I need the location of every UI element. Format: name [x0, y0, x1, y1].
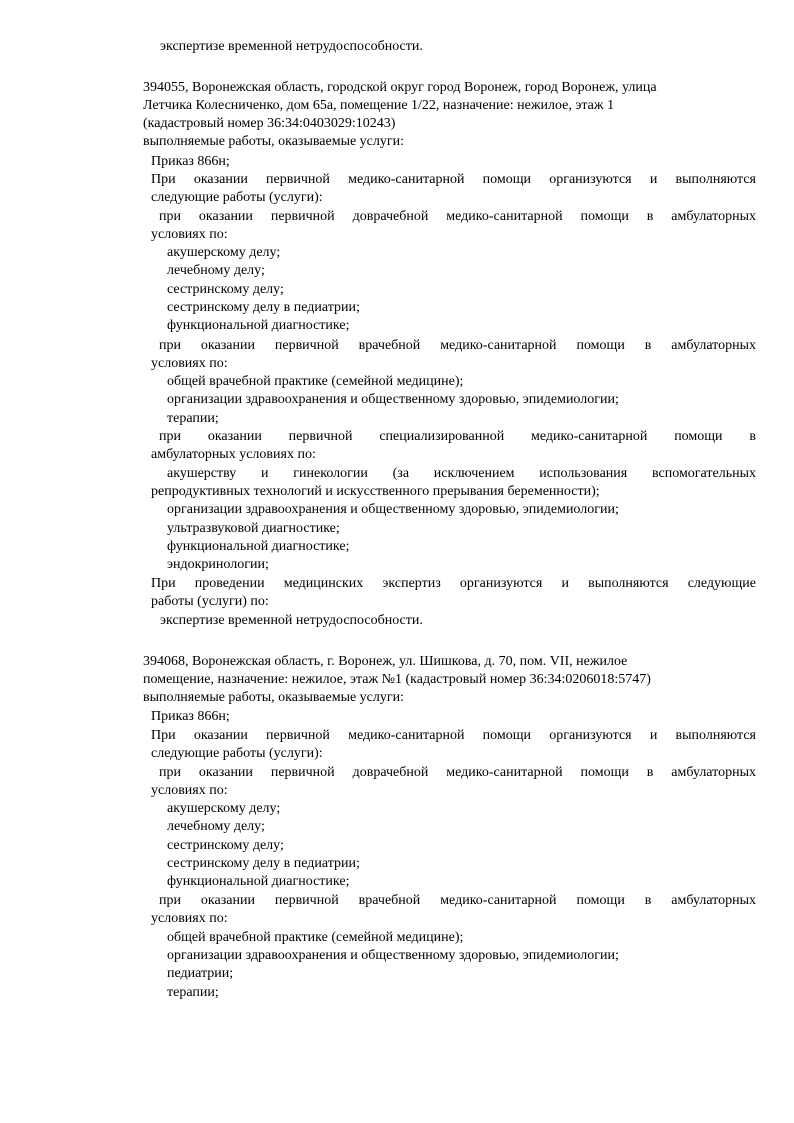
paragraph-line: При оказании первичной медико-санитарной помощи организуются и выполняются	[151, 728, 756, 743]
paragraph-line: условиях по:	[151, 356, 228, 371]
order-ref: Приказ 866н;	[151, 709, 230, 724]
address-line: помещение, назначение: нежилое, этаж №1 (кадастровый номер 36:34:0206018:5747)	[143, 672, 651, 687]
paragraph-line: при оказании первичной врачебной медико-санитарной помощи в амбулаторных	[159, 893, 756, 908]
paragraph-line: следующие работы (услуги):	[151, 190, 323, 205]
paragraph-line: при оказании первичной доврачебной медико-санитарной помощи в амбулаторных	[159, 765, 756, 780]
paragraph-line: условиях по:	[151, 911, 228, 926]
works-heading: выполняемые работы, оказываемые услуги:	[143, 134, 405, 149]
list-item: лечебному делу;	[167, 819, 265, 834]
order-ref: Приказ 866н;	[151, 154, 230, 169]
list-item: терапии;	[167, 411, 219, 426]
list-item: репродуктивных технологий и искусственного прерывания беременности);	[151, 484, 600, 499]
list-item: ультразвуковой диагностике;	[167, 521, 340, 536]
paragraph-line: при оказании первичной доврачебной медико-санитарной помощи в амбулаторных	[159, 209, 756, 224]
list-item: педиатрии;	[167, 966, 234, 981]
address-line: Летчика Колесниченко, дом 65а, помещение 1/22, назначение: нежилое, этаж 1	[143, 98, 615, 113]
list-item: общей врачебной практике (семейной медицине);	[167, 930, 464, 945]
list-item: эндокринологии;	[167, 557, 269, 572]
list-item: организации здравоохранения и общественному здоровью, эпидемиологии;	[167, 392, 619, 407]
paragraph-line: следующие работы (услуги):	[151, 746, 323, 761]
list-item: акушерскому делу;	[167, 245, 281, 260]
list-item: экспертизе временной нетрудоспособности.	[160, 613, 423, 628]
paragraph-line: условиях по:	[151, 783, 228, 798]
list-item: сестринскому делу;	[167, 282, 284, 297]
paragraph-line: работы (услуги) по:	[151, 594, 269, 609]
list-item: сестринскому делу в педиатрии;	[167, 300, 360, 315]
list-item: функциональной диагностике;	[167, 318, 350, 333]
paragraph-line: при оказании первичной врачебной медико-санитарной помощи в амбулаторных	[159, 338, 756, 353]
list-item: акушерству и гинекологии (за исключением использования вспомогательных	[167, 466, 756, 481]
works-heading: выполняемые работы, оказываемые услуги:	[143, 690, 405, 705]
paragraph-line: амбулаторных условиях по:	[151, 447, 316, 462]
list-item: сестринскому делу;	[167, 838, 284, 853]
list-item: лечебному делу;	[167, 263, 265, 278]
list-item: акушерскому делу;	[167, 801, 281, 816]
continuation-line: экспертизе временной нетрудоспособности.	[160, 39, 423, 54]
list-item: сестринскому делу в педиатрии;	[167, 856, 360, 871]
list-item: организации здравоохранения и общественному здоровью, эпидемиологии;	[167, 948, 619, 963]
list-item: функциональной диагностике;	[167, 874, 350, 889]
list-item: терапии;	[167, 985, 219, 1000]
list-item: функциональной диагностике;	[167, 539, 350, 554]
list-item: организации здравоохранения и общественному здоровью, эпидемиологии;	[167, 502, 619, 517]
paragraph-line: при оказании первичной специализированной медико-санитарной помощи в	[159, 429, 756, 444]
cadastral-number: (кадастровый номер 36:34:0403029:10243)	[143, 116, 396, 131]
paragraph-line: При оказании первичной медико-санитарной помощи организуются и выполняются	[151, 172, 756, 187]
list-item: общей врачебной практике (семейной медицине);	[167, 374, 464, 389]
address-line: 394055, Воронежская область, городской округ город Воронеж, город Воронеж, улица	[143, 80, 657, 95]
paragraph-line: При проведении медицинских экспертиз организуются и выполняются следующие	[151, 576, 756, 591]
paragraph-line: условиях по:	[151, 227, 228, 242]
address-line: 394068, Воронежская область, г. Воронеж, ул. Шишкова, д. 70, пом. VII, нежилое	[143, 654, 628, 669]
